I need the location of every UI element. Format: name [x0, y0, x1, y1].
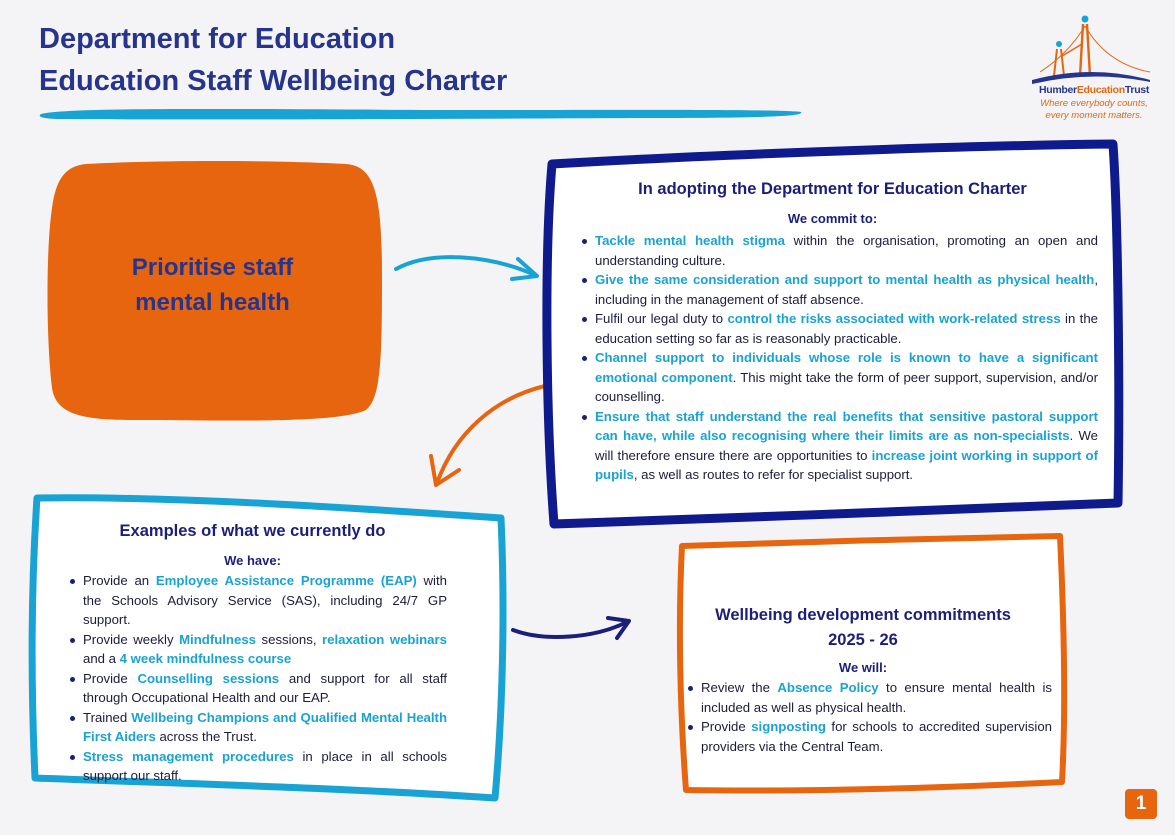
- body-text: in the education setting so far as is reasonably practicable.: [595, 311, 1098, 346]
- title-line-2: Education Staff Wellbeing Charter: [39, 65, 508, 97]
- body-text: and support for all staff through Occupational Health and our EAP.: [83, 670, 447, 705]
- list-item: [70, 747, 447, 786]
- prioritise-line-2: mental health: [135, 289, 290, 316]
- list-item: [582, 231, 1098, 270]
- body-text: Provide: [83, 670, 138, 686]
- body-text: across the Trust.: [155, 729, 257, 744]
- highlighted-text: Absence Policy: [777, 680, 879, 695]
- highlighted-text: Tackle mental health stigma: [595, 233, 785, 248]
- title-underline: [36, 104, 806, 124]
- list-item: [582, 407, 1098, 485]
- body-text: Provide: [701, 719, 752, 734]
- body-text: , as well as routes to refer for specialist support.: [633, 467, 914, 482]
- arrow-to-charter: [390, 245, 550, 295]
- highlighted-text: Give the same consideration and support to mental health as physical health: [595, 272, 1095, 287]
- body-text: within the organisation, promoting an open and understanding culture.: [595, 233, 1098, 268]
- arrow-to-examples: [425, 378, 555, 493]
- commitments-list: [688, 678, 1052, 756]
- list-item: [70, 630, 447, 669]
- highlighted-text: Channel support to individuals whose role is known to have a significant emotional component: [595, 350, 1098, 385]
- highlighted-text: control the risks associated with work-related stress: [727, 311, 1061, 326]
- highlighted-text: Employee Assistance Programme (EAP): [155, 573, 417, 588]
- list-item: [688, 678, 1052, 717]
- examples-box-title: Examples of what we currently do: [119, 522, 386, 540]
- humber-education-trust-logo: [1022, 14, 1162, 124]
- logo-tagline: [1026, 98, 1162, 122]
- body-text: Provide weekly: [83, 631, 180, 647]
- logo-tagline-line-2: every moment matters.: [1045, 110, 1143, 121]
- list-item: [70, 708, 447, 747]
- body-text: and a: [83, 651, 120, 666]
- highlighted-text: increase joint working in support of pupils: [595, 447, 1098, 482]
- highlighted-text: Wellbeing Champions and Qualified Mental Health First Aiders: [83, 709, 448, 744]
- logo-name-education: Education: [1076, 84, 1125, 96]
- highlighted-text: 4 week mindfulness course: [119, 651, 292, 666]
- highlighted-text: Counselling sessions: [137, 670, 280, 686]
- logo-tagline-line-1: Where everybody counts,: [1040, 98, 1148, 109]
- list-item: [582, 270, 1098, 309]
- list-item: [70, 571, 447, 630]
- commitments-title-line-1: Wellbeing development commitments: [715, 606, 1011, 624]
- list-item: [582, 348, 1098, 407]
- charter-box-title: In adopting the Department for Education Charter: [638, 180, 1027, 198]
- highlighted-text: Mindfulness: [179, 631, 256, 647]
- highlighted-text: signposting: [751, 719, 826, 734]
- charter-box-subtitle: We commit to:: [787, 211, 878, 226]
- body-text: to ensure mental health is included as well as physical health.: [701, 680, 1053, 715]
- body-text: for schools to accredited supervision providers via the Central Team.: [701, 719, 1052, 754]
- body-text: with the Schools Advisory Service (SAS), including 24/7 GP support.: [83, 573, 447, 627]
- prioritise-heading: [60, 250, 365, 320]
- list-item: [70, 669, 447, 708]
- page-number-badge: 1: [1125, 789, 1157, 819]
- body-text: sessions,: [256, 631, 322, 647]
- highlighted-text: Stress management procedures: [83, 748, 294, 764]
- title-line-1: Department for Education: [39, 23, 396, 55]
- logo-name-humber: Humber: [1038, 84, 1077, 96]
- body-text: in place in all schools support our staff.: [83, 748, 447, 783]
- body-text: Provide an: [83, 573, 156, 588]
- body-text: . We will therefore ensure there are opportunities to: [595, 428, 1098, 463]
- body-text: Fulfil our legal duty to: [595, 311, 728, 326]
- logo-name-trust: Trust: [1124, 84, 1150, 96]
- highlighted-text: Ensure that staff understand the real benefits that sensitive pastoral support can have, while also recognising where their limits are as non-specialists: [595, 408, 1098, 443]
- charter-commitments-list: [582, 231, 1098, 485]
- prioritise-line-1: Prioritise staff: [131, 254, 294, 281]
- examples-list: [70, 571, 447, 786]
- examples-box-subtitle: We have:: [224, 553, 281, 568]
- body-text: , including in the management of staff absence.: [595, 272, 1098, 307]
- body-text: Trained: [83, 709, 132, 725]
- list-item: [582, 309, 1098, 348]
- commitments-box-title: [680, 603, 1046, 653]
- arrow-to-commitments: [505, 610, 635, 650]
- commitments-title-line-2: 2025 - 26: [828, 631, 898, 649]
- body-text: Review the: [701, 680, 778, 695]
- logo-wordmark: [1026, 84, 1162, 96]
- highlighted-text: relaxation webinars: [322, 631, 447, 647]
- bridge-logo-icon: [1032, 14, 1152, 86]
- body-text: . This might take the form of peer support, supervision, and/or counselling.: [595, 369, 1098, 404]
- list-item: [688, 717, 1052, 756]
- page-title: [39, 18, 507, 102]
- commitments-box-subtitle: We will:: [838, 660, 888, 675]
